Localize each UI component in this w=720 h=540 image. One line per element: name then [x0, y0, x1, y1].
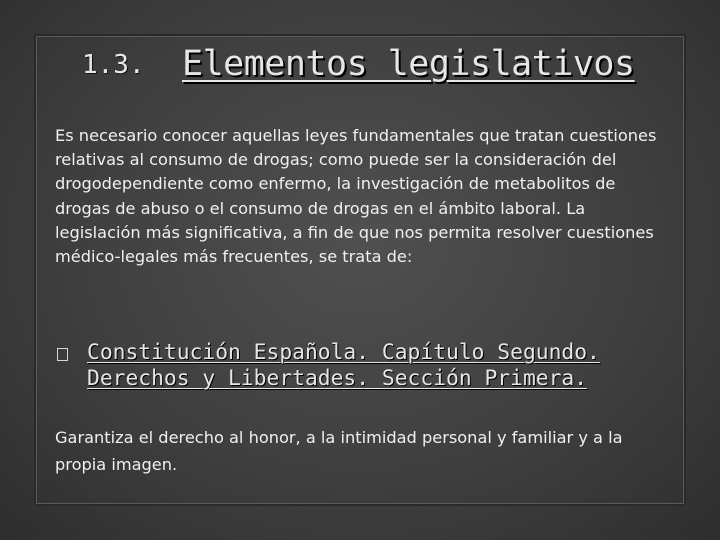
- closing-paragraph: Garantiza el derecho al honor, a la intimidad personal y familiar y a la propia imagen.: [55, 428, 623, 474]
- bullet-text: Constitución Española. Capítulo Segundo. Derechos y Libertades. Sección Primera.: [87, 340, 600, 391]
- slide-title-row: [82, 40, 682, 100]
- bullet-box-icon: [57, 348, 68, 361]
- title-number: 1.3.: [82, 50, 145, 80]
- slide-title: Elementos legislativos: [182, 44, 635, 84]
- body-paragraph: Es necesario conocer aquellas leyes fundamentales que tratan cuestiones relativas al consumo de drogas; como puede ser la consideración del drogodependiente como enfermo, la investigación de metabolitos de drogas de abuso o el consumo de drogas en el ámbito laboral. La legislación más significativa, a fin de que nos permita resolver cuestiones médico-legales más frecuentes, se trata de:: [55, 126, 657, 267]
